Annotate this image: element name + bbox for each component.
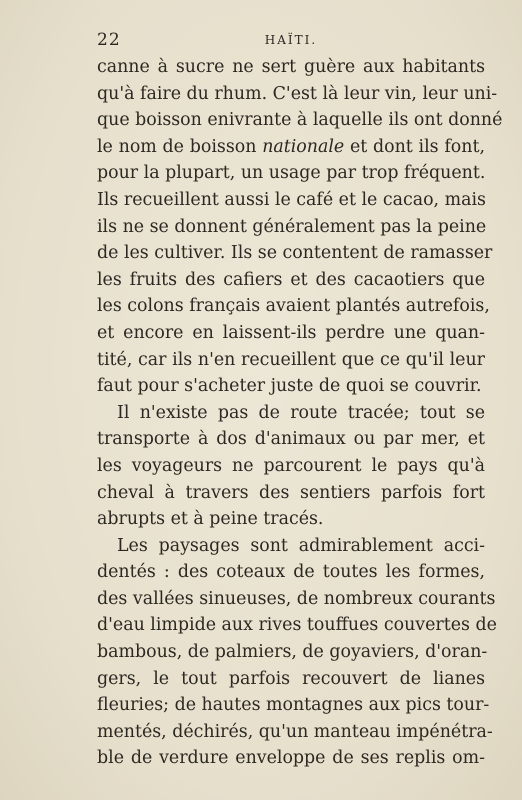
text-line: bambous, de palmiers, de goyaviers, d'oran- <box>97 642 488 663</box>
text-line: dentés : des coteaux de toutes les formes, <box>97 562 485 583</box>
running-title: HAÏTI. <box>264 33 318 47</box>
text-line: cheval à travers des sentiers parfois fort <box>97 482 485 503</box>
text-line: qu'à faire du rhum. C'est là leur vin, leur uni- <box>97 83 498 104</box>
paragraph-start-line: Il n'existe pas de route tracée; tout se <box>117 402 485 423</box>
text-line: tité, car ils n'en recueillent que ce qu'il leur <box>97 349 485 370</box>
paragraph-end-line: abrupts et à peine tracés. <box>97 509 324 530</box>
text-line: Ils recueillent aussi le café et le cacao, mais <box>97 189 486 210</box>
text-line: ble de verdure enveloppe de ses replis om- <box>97 748 485 769</box>
text-line: des vallées sinueuses, de nombreux courants <box>97 588 496 609</box>
italic-word: nationale <box>262 136 345 157</box>
text-line: canne à sucre ne sert guère aux habitants <box>97 57 485 77</box>
text-line: les colons français avaient plantés autrefois, <box>97 296 490 317</box>
text-line: le nom de boisson nationale et dont ils font, <box>97 136 485 157</box>
body-text <box>97 54 503 772</box>
page-number: 22 <box>97 30 121 50</box>
text-line: ils ne se donnent généralement pas la peine <box>97 216 487 237</box>
paragraph-end-line: faut pour s'acheter juste de quoi se couvrir. <box>97 376 482 397</box>
paragraph-start-line: Les paysages sont admirablement acci- <box>117 535 485 556</box>
text-line: gers, le tout parfois recouvert de lianes <box>97 668 485 689</box>
text-line: et encore en laissent-ils perdre une quan- <box>97 322 485 343</box>
text-line: transporte à dos d'animaux ou par mer, et <box>97 429 485 450</box>
text-line: les voyageurs ne parcourent le pays qu'à <box>97 455 485 476</box>
text-line: mentés, déchirés, qu'un manteau impénétra- <box>97 721 493 742</box>
text-line: que boisson enivrante à laquelle ils ont donné <box>97 110 503 131</box>
text-line: pour la plupart, un usage par trop fréquent. <box>97 163 486 184</box>
text-line: les fruits des cafiers et des cacaotiers que <box>97 269 485 290</box>
text-line: d'eau limpide aux rives touffues couvertes de <box>97 615 497 636</box>
text-line: de les cultiver. Ils se contentent de ramasser <box>97 243 493 264</box>
text-line: fleuries; de hautes montagnes aux pics tour- <box>97 695 490 716</box>
